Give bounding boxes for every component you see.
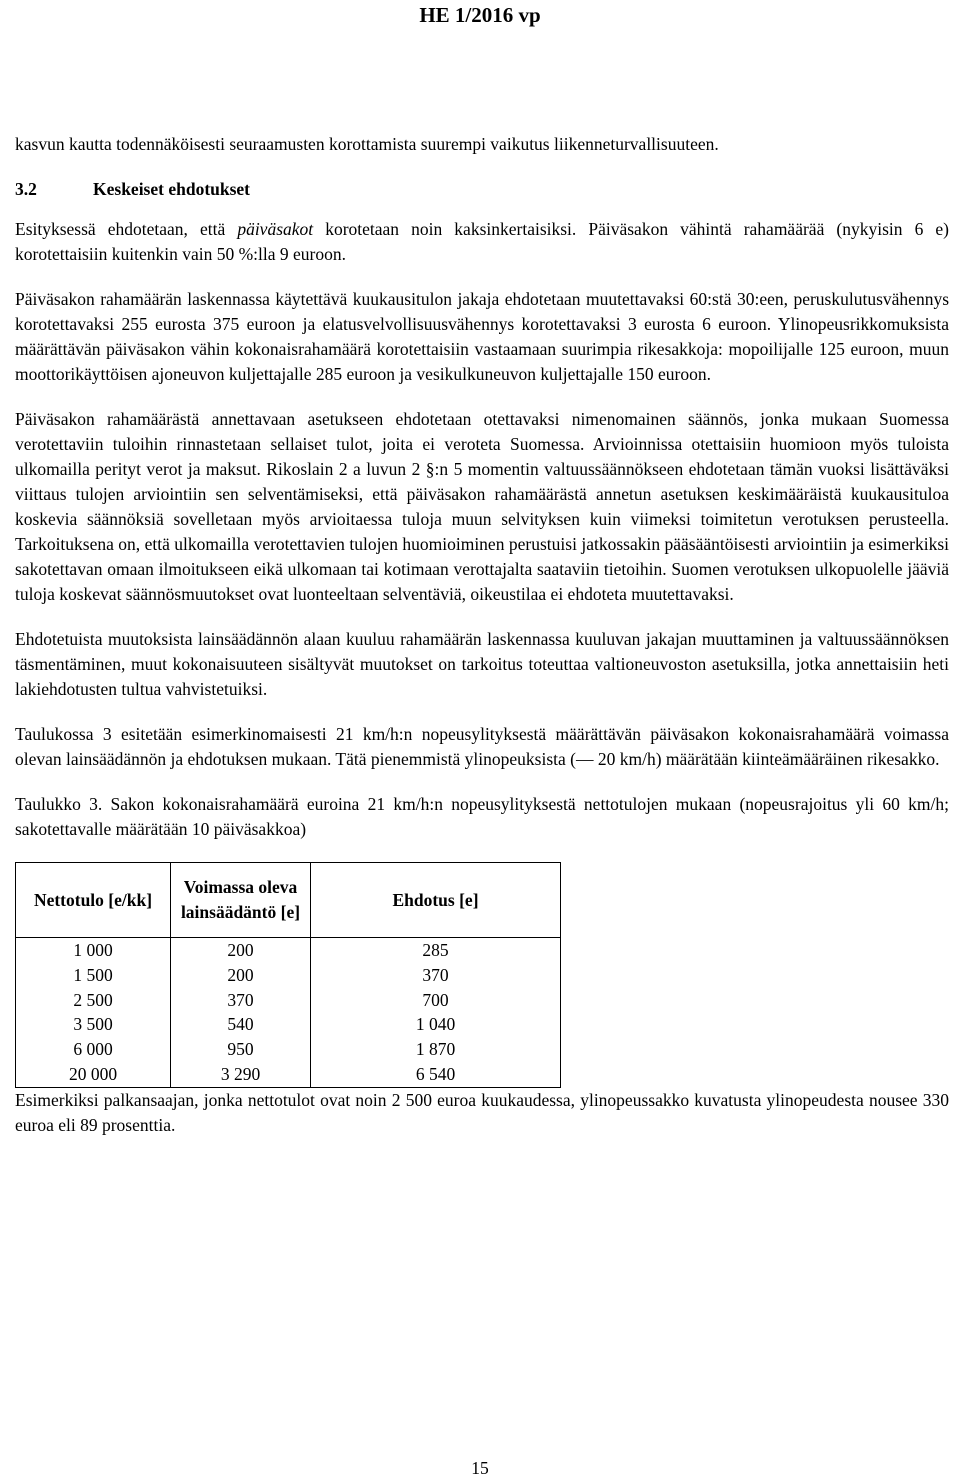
- paragraph-proposals-italic: päiväsakot: [237, 219, 314, 239]
- header-net-income: Nettotulo [e/kk]: [16, 863, 171, 938]
- cell-proposal: 700: [311, 988, 561, 1013]
- table-row: [16, 1062, 561, 1087]
- cell-proposal: 1 040: [311, 1012, 561, 1037]
- document-header: HE 1/2016 vp: [419, 3, 541, 27]
- cell-net-income: 1 000: [16, 938, 171, 963]
- paragraph-intro: kasvun kautta todennäköisesti seuraamusten korottamista suurempi vaikutus liikenneturvallisuuteen.: [15, 134, 719, 154]
- cell-proposal: 370: [311, 963, 561, 988]
- cell-proposal: 285: [311, 938, 561, 963]
- paragraph-proposals-end: korotetaan noin kaksinkertaisiksi. Päiväsakon vähintä rahamäärää (nykyisin 6 e) korotettaisiin kuitenkin vain 50 %:lla 9 euroon.: [15, 219, 949, 264]
- table-caption: Taulukko 3. Sakon kokonaisrahamäärä euroina 21 km/h:n nopeusylityksestä nettotulojen mukaan (nopeusrajoitus yli 60 km/h; sakotettavalle määrätään 10 päiväsakkoa): [15, 794, 949, 839]
- header-proposal: Ehdotus [e]: [311, 863, 561, 938]
- cell-net-income: 3 500: [16, 1012, 171, 1037]
- cell-proposal: 1 870: [311, 1037, 561, 1062]
- table-row: [16, 963, 561, 988]
- table-row: [16, 938, 561, 963]
- cell-current-law: 370: [171, 988, 311, 1013]
- table-row: [16, 1012, 561, 1037]
- header-current-law: Voimassa oleva lainsäädäntö [e]: [171, 863, 311, 938]
- table-row: [16, 988, 561, 1013]
- cell-current-law: 3 290: [171, 1062, 311, 1087]
- cell-current-law: 200: [171, 938, 311, 963]
- paragraph-legislation: Ehdotetuista muutoksista lainsäädännön alaan kuuluu rahamäärän laskennassa kuuluvan jakajan muuttaminen ja valtuussäännöksen täsmentäminen, muut kokonaisuuteen sisältyvät muutokset on tarkoitus toteuttaa valtioneuvoston asetuksilla, jotka annettaisiin heti lakiehdotusten tultua vahvistetuiksi.: [15, 629, 949, 699]
- section-number: 3.2: [15, 179, 37, 199]
- cell-net-income: 1 500: [16, 963, 171, 988]
- fine-table: [15, 862, 561, 1088]
- page-number: 15: [471, 1458, 489, 1478]
- paragraph-proposals: [15, 217, 949, 267]
- page-body: [15, 132, 949, 1158]
- cell-net-income: 20 000: [16, 1062, 171, 1087]
- paragraph-example: Esimerkiksi palkansaajan, jonka nettotulot ovat noin 2 500 euroa kuukaudessa, ylinopeussakko kuvatusta ylinopeudesta nousee 330 euroa eli 89 prosenttia.: [15, 1089, 949, 1135]
- table-header-row: [16, 863, 561, 938]
- paragraph-calculation: Päiväsakon rahamäärän laskennassa käytettävä kuukausitulon jakaja ehdotetaan muutettavaksi 60:stä 30:een, peruskulutusvähennys korotettavaksi 255 eurosta 375 euroon ja elatusvelvollisuusvähennys korotettavaksi 3 eurosta 6 euroon. Ylinopeusrikkomuksista määrättävän päiväsakon vähin kokonaisrahamäärä korotettaisiin vastaamaan suurimpia rikesakkoja: mopoilijalle 125 euroon, muun moottorikäyttöisen ajoneuvon kuljettajalle 285 euroon ja vesikulkuneuvon kuljettajalle 150 euroon.: [15, 289, 949, 384]
- cell-current-law: 950: [171, 1037, 311, 1062]
- cell-proposal: 6 540: [311, 1062, 561, 1087]
- paragraph-table-intro: Taulukossa 3 esitetään esimerkinomaisesti 21 km/h:n nopeusylityksestä määrättävän päiväsakon kokonaisrahamäärä voimassa olevan lainsäädännön ja ehdotuksen mukaan. Tätä pienemmistä ylinopeuksista (— 20 km/h) määrätään kiinteämääräinen rikesakko.: [15, 724, 949, 769]
- paragraph-proposals-start: Esityksessä ehdotetaan, että: [15, 219, 238, 239]
- cell-net-income: 2 500: [16, 988, 171, 1013]
- table-row: [16, 1037, 561, 1062]
- section-heading: [15, 177, 949, 202]
- cell-current-law: 540: [171, 1012, 311, 1037]
- section-title: Keskeiset ehdotukset: [93, 179, 251, 199]
- cell-current-law: 200: [171, 963, 311, 988]
- paragraph-decree: Päiväsakon rahamäärästä annettavaan asetukseen ehdotetaan otettavaksi nimenomainen säännös, jonka mukaan Suomessa verotettaviin tuloihin rinnastetaan sellaiset tulot, joita ei veroteta Suomessa. Arvioinnissa otettaisiin huomioon myös tuloista ulkomailla perityt verot ja maksut. Rikoslain 2 a luvun 2 §:n 5 momentin valtuussäännökseen ehdotetaan tämän vuoksi lisättäväksi viittaus tulojen arviointiin sen selventämiseksi, että päiväsakon rahamäärästä annetun asetuksen keskimääräistä kuukausituloa koskevia säännöksiä sovelletaan myös arvioitaessa tuloja muun selvityksen kuin viimeksi toimitetun verotuksen perusteella. Tarkoituksena on, että ulkomailla verotettavien tulojen huomioiminen perustuisi jatkossakin pääsääntöisesti arviointiin ja esimerkiksi sakotettavan omaan ilmoitukseen eikä ulkomaan tai kotimaan verottajalta saataviin tietoihin. Suomen verotuksen ulkopuolelle jääviä tuloja koskevat säännösmuutokset ovat luonteeltaan selventäviä, oikeustilaa ei ehdoteta muutettavaksi.: [15, 409, 949, 604]
- cell-net-income: 6 000: [16, 1037, 171, 1062]
